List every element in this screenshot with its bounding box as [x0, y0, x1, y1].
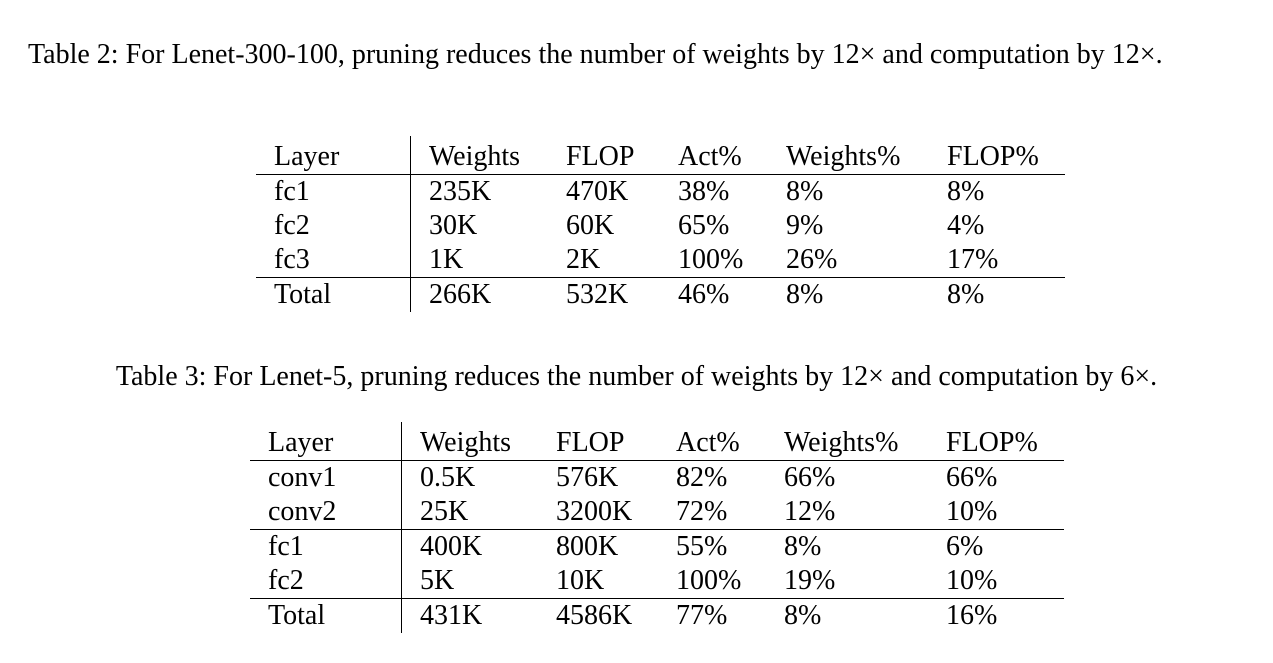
header-cell-flop-percent: FLOP%	[947, 141, 1039, 172]
cell-flop-percent: 6%	[946, 530, 1064, 565]
cell-weights: 400K	[402, 530, 557, 565]
cell-weights-percent: 8%	[786, 176, 824, 207]
header-cell-act-percent: Act%	[678, 141, 742, 172]
cell-flop: 470K	[566, 176, 629, 207]
cell-act-percent: 72%	[676, 496, 728, 527]
table-header-row	[250, 422, 1064, 461]
table-row	[250, 564, 1064, 599]
cell-layer: fc1	[250, 530, 402, 565]
cell-layer: Total	[250, 599, 402, 634]
cell-weights-percent: 9%	[786, 210, 824, 241]
cell-layer: fc2	[250, 564, 402, 599]
cell-act-percent: 77%	[676, 599, 784, 634]
cell-weights: 5K	[420, 565, 455, 596]
cell-layer: conv1	[250, 461, 402, 496]
cell-weights-percent: 19%	[784, 565, 836, 596]
table-total-row	[256, 278, 1065, 313]
cell-act-percent: 65%	[678, 210, 730, 241]
header-cell-flop: FLOP	[556, 427, 625, 458]
table-row	[256, 243, 1065, 278]
cell-flop-percent: 17%	[947, 244, 999, 275]
table-row	[256, 209, 1065, 243]
cell-weights-percent: 8%	[786, 278, 947, 313]
header-cell-weights: Weights	[429, 141, 521, 172]
table-total-row	[250, 599, 1064, 634]
table-header-row	[256, 136, 1065, 175]
cell-flop: 2K	[566, 244, 601, 275]
cell-flop: 532K	[566, 278, 678, 313]
cell-layer: conv2	[250, 495, 402, 530]
header-cell-weights: Weights	[420, 427, 512, 458]
table-3	[250, 422, 1064, 633]
cell-weights: 0.5K	[420, 462, 476, 493]
cell-act-percent: 82%	[676, 462, 728, 493]
cell-act-percent: 100%	[676, 565, 742, 596]
cell-flop-percent: 4%	[947, 210, 985, 241]
cell-flop-percent: 8%	[947, 278, 1065, 313]
cell-weights: 30K	[429, 210, 478, 241]
cell-flop-percent: 66%	[946, 462, 998, 493]
header-cell-flop: FLOP	[566, 141, 635, 172]
table-2-caption: Table 2: For Lenet-300-100, pruning reduces the number of weights by 12× and computation by 12×.	[28, 39, 1163, 70]
cell-flop-percent: 10%	[946, 496, 998, 527]
cell-weights: 25K	[420, 496, 469, 527]
header-cell-weights-percent: Weights%	[786, 141, 901, 172]
cell-weights-percent: 26%	[786, 244, 838, 275]
cell-flop-percent: 16%	[946, 599, 1064, 634]
cell-act-percent: 100%	[678, 244, 744, 275]
cell-act-percent: 55%	[676, 530, 784, 565]
table-row	[250, 530, 1064, 565]
cell-flop-percent: 10%	[946, 565, 998, 596]
cell-weights: 1K	[429, 244, 464, 275]
header-cell-weights-percent: Weights%	[784, 427, 899, 458]
header-cell-act-percent: Act%	[676, 427, 740, 458]
cell-act-percent: 38%	[678, 176, 730, 207]
cell-weights-percent: 8%	[784, 530, 946, 565]
cell-layer: fc2	[256, 209, 411, 243]
table-3-caption: Table 3: For Lenet-5, pruning reduces the number of weights by 12× and computation by 6×.	[115, 361, 1158, 392]
table-row	[250, 495, 1064, 530]
table-row	[250, 461, 1064, 496]
header-cell-layer: Layer	[256, 136, 411, 175]
cell-layer: Total	[256, 278, 411, 313]
cell-flop: 10K	[556, 565, 605, 596]
cell-weights: 235K	[429, 176, 492, 207]
cell-act-percent: 46%	[678, 278, 786, 313]
cell-weights-percent: 66%	[784, 462, 836, 493]
cell-weights: 431K	[402, 599, 557, 634]
cell-weights: 266K	[411, 278, 567, 313]
cell-flop: 4586K	[556, 599, 676, 634]
cell-layer: fc1	[256, 175, 411, 210]
cell-flop-percent: 8%	[947, 176, 985, 207]
header-cell-layer: Layer	[250, 422, 402, 461]
cell-flop: 3200K	[556, 496, 633, 527]
cell-flop: 60K	[566, 210, 615, 241]
cell-weights-percent: 12%	[784, 496, 836, 527]
cell-weights-percent: 8%	[784, 599, 946, 634]
cell-layer: fc3	[256, 243, 411, 278]
header-cell-flop-percent: FLOP%	[946, 427, 1038, 458]
table-row	[256, 175, 1065, 210]
table-2	[256, 136, 1065, 312]
cell-flop: 576K	[556, 462, 619, 493]
cell-flop: 800K	[556, 530, 676, 565]
